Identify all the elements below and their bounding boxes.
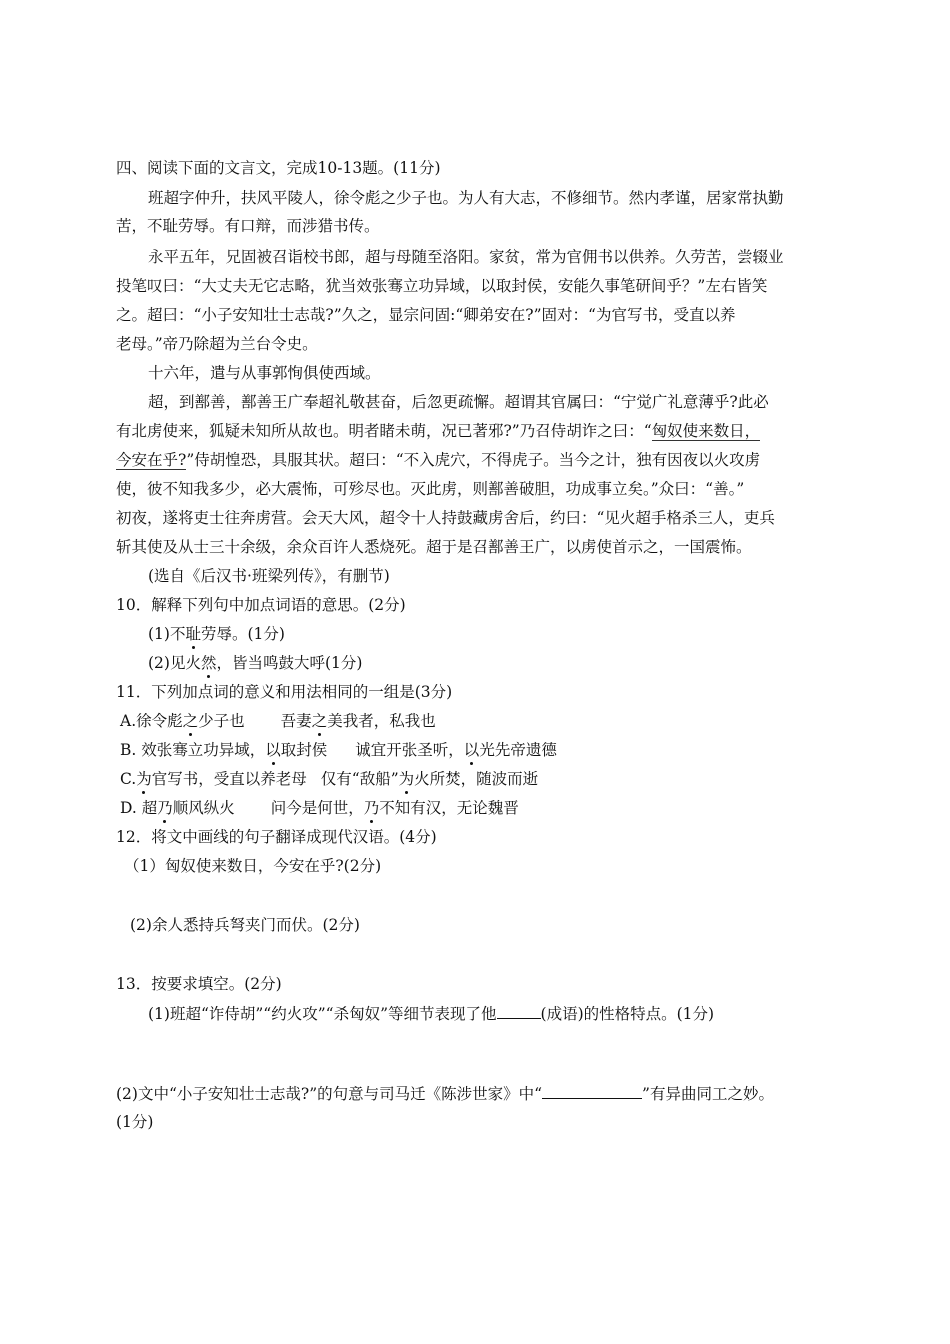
dotted-word: 为: [136, 770, 152, 788]
dotted-word: 然: [200, 654, 217, 672]
q10-item2-text: ，皆当鸣鼓大呼(1分): [216, 654, 363, 672]
q11-option-d: [120, 798, 519, 818]
section-heading: 四、阅读下面的文言文，完成10-13题。(11分): [116, 159, 441, 177]
q13-item2-points: (1分): [116, 1113, 154, 1131]
option-text: 光先帝遗德: [479, 741, 557, 759]
q12-stem: 12．将文中画线的句子翻译成现代汉语。(4分): [116, 828, 437, 846]
q10-item1-text: 劳辱。(1分): [200, 625, 285, 643]
passage-p2-line1: 永平五年，兄固被召诣校书郎，超与母随至洛阳。家贫，常为官佣书以供养。久劳苦，尝辍业: [148, 248, 784, 266]
option-text: 少子也: [198, 712, 245, 730]
option-text: 取封侯: [280, 741, 328, 759]
q12-sentence1: （1）匈奴使来数日，今安在乎?(2分): [124, 857, 382, 875]
option-text: A.徐令彪: [120, 712, 183, 730]
passage-p2-line2: 投笔叹曰：“大丈夫无它志略，犹当效张骞立功异域，以取封侯，安能久事笔研间乎？”左右皆笑: [116, 277, 768, 295]
q13-item1-text: (1)班超“诈侍胡”“约火攻”“杀匈奴”等细节表现了他: [148, 1005, 497, 1023]
q13-item2-text: (2)文中“小子安知壮士志哉?”的句意与司马迁《陈涉世家》中“: [116, 1085, 543, 1103]
q10-item2-text: (2)见火: [148, 654, 201, 672]
option-text: 火所焚，随波而逝: [414, 770, 539, 788]
passage-p2-line3: 之。超曰：“小子安知壮士志哉?”久之，显宗问固:“卿弟安在?”固对：“为官写书，受直以养: [116, 306, 736, 324]
answer-blank[interactable]: [497, 1003, 541, 1019]
dotted-word: 之: [182, 712, 199, 730]
q13-item2: [116, 1083, 774, 1104]
passage-p4-line1: 超，到鄯善，鄯善王广奉超礼敬甚奋，后忽更疏懈。超谓其官属曰：“宁觉广礼意薄乎?此必: [148, 393, 769, 411]
q11-option-c: [120, 769, 538, 789]
passage-text: 有北虏使来，狐疑未知所从故也。明者睹未萌，况已著邪?”乃召侍胡诈之曰：“: [116, 422, 652, 440]
passage-p3: 十六年，遣与从事郭恂俱使西域。: [148, 364, 381, 382]
dotted-word: 之: [311, 712, 328, 730]
passage-p1-line1: 班超字仲升，扶风平陵人，徐令彪之少子也。为人有大志，不修细节。然内孝谨，居家常执勤: [148, 189, 784, 207]
passage-p4-line5: 初夜，遂将吏士往奔虏营。会天大风，超令十人持鼓藏虏舍后，约曰：“见火超手格杀三人，吏兵: [116, 509, 775, 527]
passage-p1-line2: 苦，不耻劳辱。有口辩，而涉猎书传。: [116, 217, 380, 235]
option-text: 问今是何世，: [270, 799, 364, 817]
answer-blank[interactable]: [542, 1083, 642, 1099]
option-text: 美我者，私我也: [327, 712, 436, 730]
option-text: 不知有汉，无论魏晋: [379, 799, 519, 817]
passage-p4-line4: 使，彼不知我多少，必大震怖，可殄尽也。灭此虏，则鄯善破胆，功成事立矣。”众曰：“善。”: [116, 480, 745, 498]
option-text: 诚宜开张圣听，: [355, 741, 464, 759]
dotted-word: 乃: [363, 799, 380, 817]
option-text: 吾妻: [280, 712, 312, 730]
option-text: 官写书，受直以养老母: [151, 770, 307, 788]
dotted-word: 以: [463, 741, 480, 759]
q10-item1: [148, 624, 285, 644]
q11-stem: 11．下列加点词的意义和用法相同的一组是(3分): [116, 683, 453, 701]
q13-item1: [148, 1003, 714, 1024]
passage-p4-line3: [116, 450, 760, 470]
passage-p4-line2: [116, 421, 760, 441]
passage-p4-line6: 斩其使及从士三十余级，余众百许人悉烧死。超于是召鄯善王广，以虏使首示之，一国震怖。: [116, 538, 752, 556]
underlined-sentence-part2: 今安在乎?: [116, 451, 187, 469]
q10-item1-text: (1)不: [148, 625, 186, 643]
dotted-word: 为: [398, 770, 415, 788]
q10-item2: [148, 653, 362, 673]
passage-source: (选自《后汉书·班梁列传》，有删节): [148, 567, 390, 585]
option-text: 顺风纵火: [172, 799, 235, 817]
q10-stem: 10．解释下列句中加点词语的意思。(2分): [116, 596, 406, 614]
underlined-sentence-part1: 匈奴使来数日，: [651, 422, 761, 440]
q13-item1-text: (成语)的性格特点。(1分): [540, 1005, 715, 1023]
q13-item2-text: ”有异曲同工之妙。: [642, 1085, 774, 1103]
q13-stem: 13．按要求填空。(2分): [116, 975, 282, 993]
option-text: D. 超: [120, 799, 158, 817]
passage-text: ”侍胡惶恐，具服其状。超曰：“不入虎穴，不得虎子。当今之计，独有因夜以火攻虏: [186, 451, 761, 469]
q11-option-a: [120, 711, 436, 731]
option-text: B. 效张骞立功异域，: [120, 741, 266, 759]
option-text: 仅有“敌船”: [320, 770, 399, 788]
option-text: C.: [120, 770, 137, 788]
dotted-word: 以: [265, 741, 281, 759]
q11-option-b: [120, 740, 557, 760]
dotted-word: 耻: [185, 625, 201, 643]
passage-p2-line4: 老母。”帝乃除超为兰台令史。: [116, 335, 318, 353]
q12-sentence2: (2)余人悉持兵弩夹门而伏。(2分): [130, 916, 360, 934]
dotted-word: 乃: [157, 799, 173, 817]
